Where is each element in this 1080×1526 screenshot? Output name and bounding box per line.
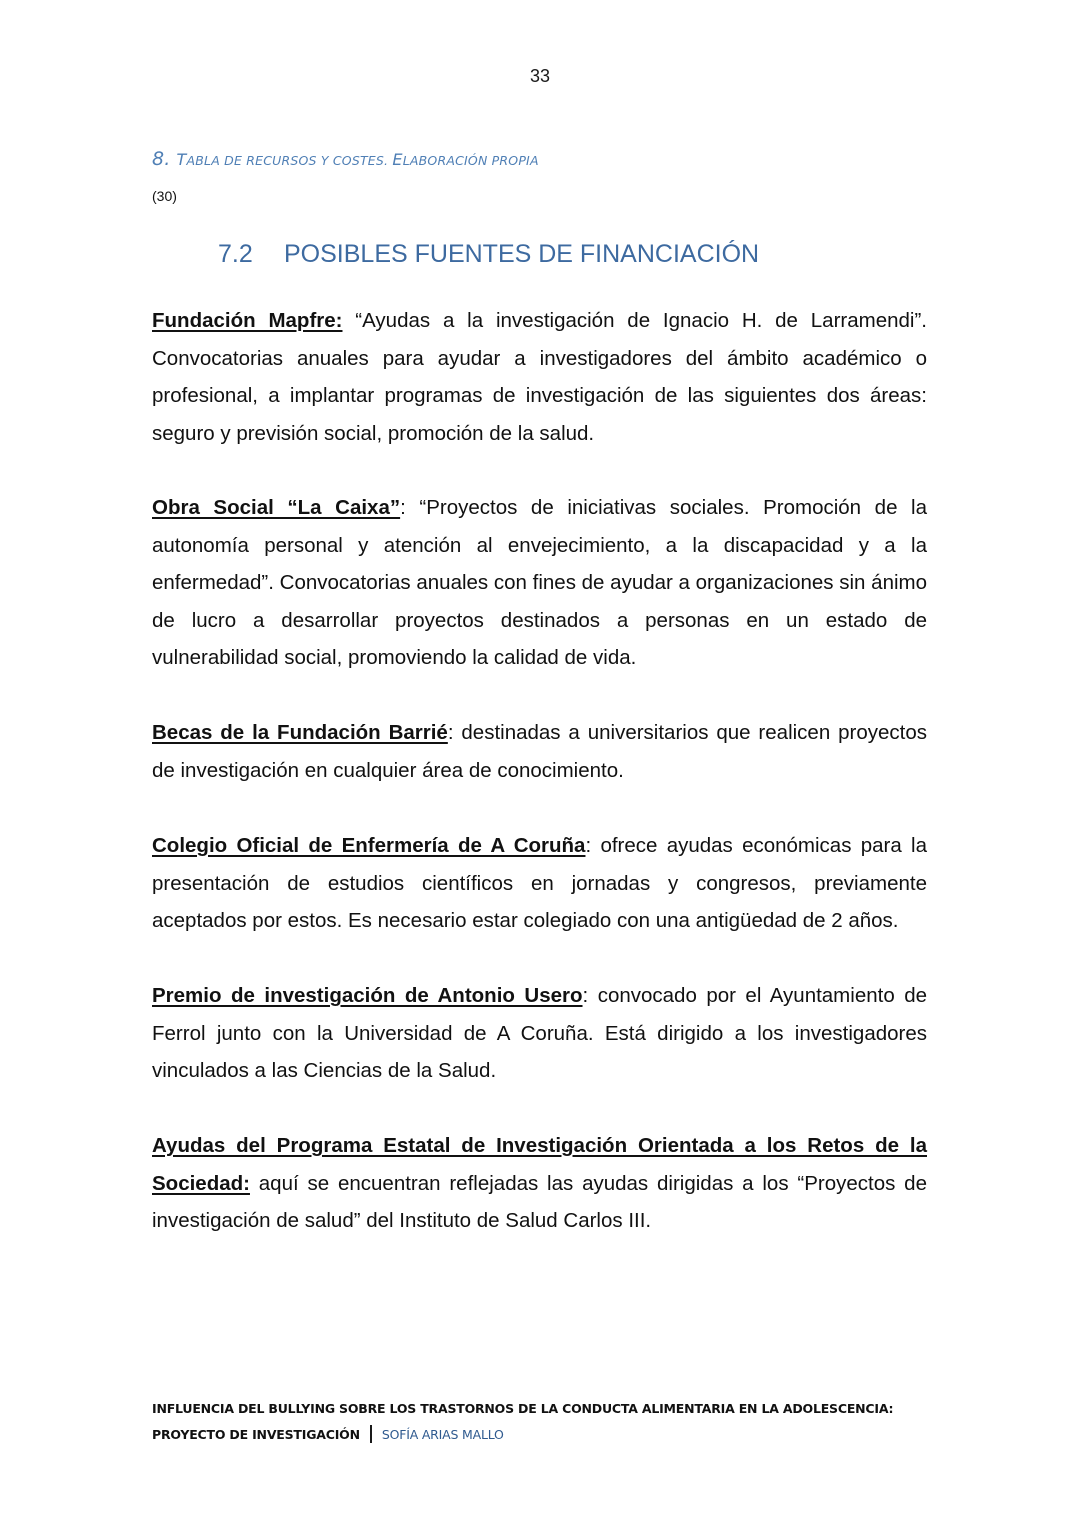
funding-description: : “Proyectos de iniciativas sociales. Promoción de la autonomía personal y atención al envejecimiento, a la discapacidad y a la enfermedad”. Convocatorias anuales con fines de ayudar a organizaciones sin ánimo de lucro a desarrollar proyectos destinados a personas en un estado de vulnerabilidad social, promoviendo la calidad de vida. — [152, 496, 927, 669]
caption-initial: T — [176, 150, 187, 169]
funding-term: Premio de investigación de Antonio Usero — [152, 984, 583, 1007]
caption-initial: E — [392, 150, 403, 169]
footer-separator — [370, 1425, 372, 1443]
funding-paragraph — [152, 827, 927, 940]
funding-description: : ofrece ayudas económicas para la presentación de estudios científicos en jornadas y congresos, previamente aceptados por estos. Es necesario estar colegiado con una antigüedad de 2 años. — [152, 834, 927, 932]
funding-term: Colegio Oficial de Enfermería de A Coruña — [152, 834, 586, 857]
funding-description: aquí se encuentran reflejadas las ayudas dirigidas a los “Proyectos de investigación de salud” del Instituto de Salud Carlos III. — [152, 1171, 927, 1232]
section-title: POSIBLES FUENTES DE FINANCIACIÓN — [284, 240, 760, 268]
funding-paragraph — [152, 977, 927, 1090]
footer-title-line-1: INFLUENCIA DEL BULLYING SOBRE LOS TRASTORNOS DE LA CONDUCTA ALIMENTARIA EN LA ADOLESCENCIA: — [152, 1401, 894, 1416]
funding-description: : destinadas a universitarios que realicen proyectos de investigación en cualquier área de conocimiento. — [152, 721, 927, 782]
funding-description: : convocado por el Ayuntamiento de Ferrol junto con la Universidad de A Coruña. Está dirigido a los investigadores vinculados a las Ciencias de la Salud. — [152, 984, 927, 1082]
footer-author: SOFÍA ARIAS MALLO — [381, 1427, 504, 1442]
funding-paragraph — [152, 1127, 927, 1240]
funding-term: Fundación Mapfre: — [152, 309, 343, 332]
funding-paragraph — [152, 489, 927, 677]
funding-paragraph — [152, 714, 927, 789]
footer-title-line-2: PROYECTO DE INVESTIGACIÓN — [152, 1427, 360, 1442]
page-footer — [152, 1396, 893, 1448]
funding-term: Becas de la Fundación Barrié — [152, 721, 448, 744]
section-heading — [218, 240, 759, 269]
citation-reference: (30) — [152, 188, 177, 204]
funding-term: Ayudas del Programa Estatal de Investigación Orientada a los Retos de la Sociedad: — [152, 1134, 927, 1195]
caption-period: . — [384, 153, 393, 168]
table-caption — [152, 148, 539, 170]
caption-number: 8. — [152, 148, 171, 170]
section-number: 7.2 — [218, 240, 253, 268]
funding-term: Obra Social “La Caixa” — [152, 496, 401, 519]
caption-text: ABLA DE RECURSOS Y COSTES — [186, 153, 385, 168]
funding-description: “Ayudas a la investigación de Ignacio H. de Larramendi”. Convocatorias anuales para ayudar a investigadores del ámbito académico o profesional, a implantar programas de investigación de las siguientes dos áreas: seguro y previsión social, promoción de la salud. — [152, 309, 927, 445]
funding-paragraph — [152, 302, 927, 452]
caption-text: LABORACIÓN PROPIA — [402, 153, 539, 168]
page-number: 33 — [529, 66, 551, 86]
